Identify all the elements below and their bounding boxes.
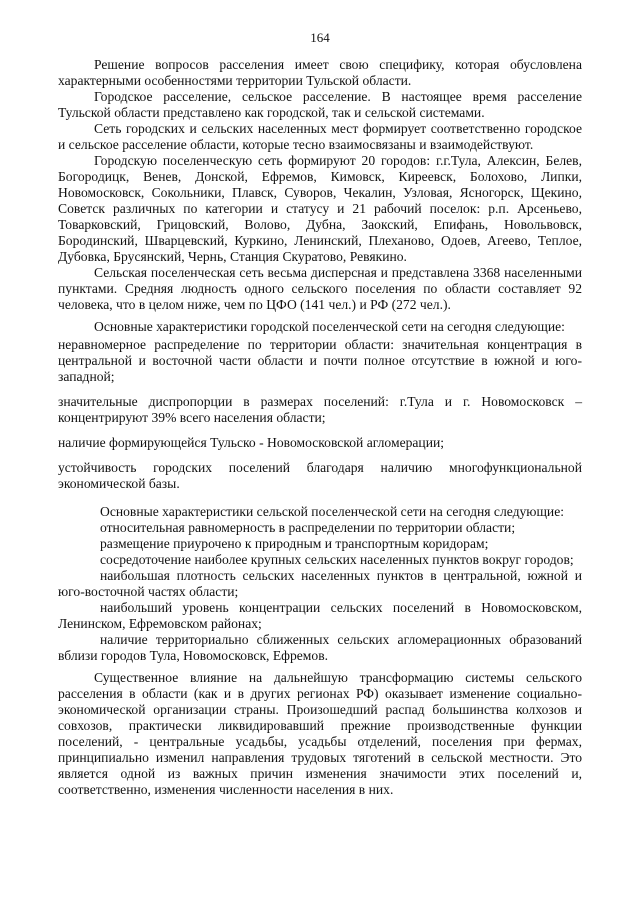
document-body xyxy=(58,57,582,798)
page-number: 164 xyxy=(310,30,330,45)
list-item: наибольшая плотность сельских населенных пунктов в центральной, южной и юго-восточной частях области; xyxy=(58,568,582,599)
paragraph: Городское расселение, сельское расселение. В настоящее время расселение Тульской области представлено как городской, так и сельской системами. xyxy=(58,89,582,120)
list-item: наибольший уровень концентрации сельских поселений в Новомосковском, Ленинском, Ефремовском районах; xyxy=(58,600,582,631)
list-item: устойчивость городских поселений благодаря наличию многофункциональной экономической базы. xyxy=(58,460,582,491)
list-item: неравномерное распределение по территории области: значительная концентрация в центральной и восточной части области и почти полное отсутствие в южной и юго-западной; xyxy=(58,337,582,384)
list-item: наличие территориально сближенных сельских агломерационных образований вблизи городов Тула, Новомосковск, Ефремов. xyxy=(58,632,582,663)
paragraph: Существенное влияние на дальнейшую трансформацию системы сельского расселения в области (как и в других регионах РФ) оказывает изменение социально-экономической организации страны. Произошедший распад большинства колхозов и совхозов, практически ликвидировавший прежние производственные функции поселений, - центральные усадьбы, усадьбы отделений, поселения при фермах, принципиально изменил направления трудовых тяготений в сельской местности. Это является одной из важных причин изменения значимости этих поселений и, соответственно, изменения численности населения в них. xyxy=(58,670,582,797)
paragraph-heading: Основные характеристики сельской поселенческой сети на сегодня следующие: xyxy=(100,504,565,519)
list-item: значительные диспропорции в размерах поселений: г.Тула и г. Новомосковск – концентрируют 39% всего населения области; xyxy=(58,394,582,425)
list-item: наличие формирующейся Тульско - Новомосковской агломерации; xyxy=(58,435,445,450)
paragraph: Решение вопросов расселения имеет свою специфику, которая обусловлена характерными особенностями территории Тульской области. xyxy=(58,57,582,88)
paragraph: Сеть городских и сельских населенных мест формирует соответственно городское и сельское расселение области, которые тесно взаимосвязаны и взаимодействуют. xyxy=(58,121,582,152)
list-item: относительная равномерность в распределении по территории области; xyxy=(100,520,516,535)
list-item: сосредоточение наиболее крупных сельских населенных пунктов вокруг городов; xyxy=(100,552,574,567)
paragraph: Сельская поселенческая сеть весьма дисперсная и представлена 3368 населенными пунктами. Средняя людность одного сельского поселения по области составляет 92 человека, что в целом ниже, чем по ЦФО (141 чел.) и РФ (272 чел.). xyxy=(58,265,582,312)
paragraph: Городскую поселенческую сеть формируют 20 городов: г.г.Тула, Алексин, Белев, Богородицк, Венев, Донской, Ефремов, Кимовск, Киреевск, Болохово, Липки, Новомосковск, Сокольники, Плавск, Суворов, Чекалин, Узловая, Ясногорск, Щекино, Советск различных по категории и статусу и 21 рабочий поселок: р.п. Арсеньево, Товарковский, Грицовский, Волово, Дубна, Заокский, Епифань, Новольвовск, Бородинский, Шварцевский, Куркино, Ленинский, Плеханово, Одоев, Агеево, Теплое, Дубовка, Брусянский, Чернь, Станция Скуратово, Ревякино. xyxy=(58,153,582,264)
paragraph-heading: Основные характеристики городской поселенческой сети на сегодня следующие: xyxy=(94,319,565,334)
list-item: размещение приурочено к природным и транспортным коридорам; xyxy=(100,536,489,551)
